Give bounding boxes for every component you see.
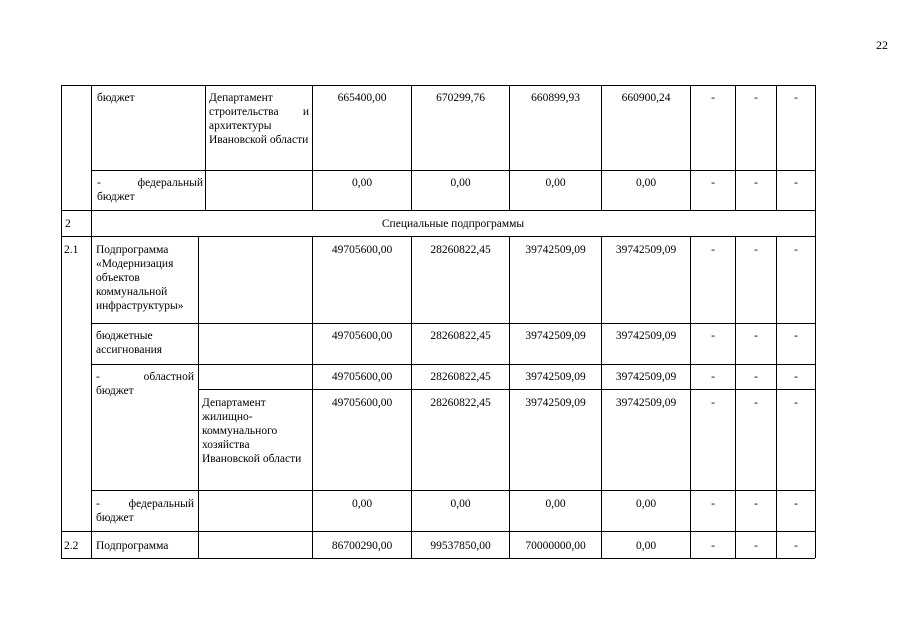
table-rule xyxy=(61,558,815,559)
table-cell: 0,00 xyxy=(351,498,373,510)
table-cell: 28260822,45 xyxy=(430,371,491,383)
row-label: Подпрограмма «Модернизация объектов коммунальной инфраструктуры» xyxy=(96,244,184,312)
table-rule xyxy=(61,85,62,558)
label-rest: бюджет xyxy=(96,512,134,524)
table-cell: 0,00 xyxy=(351,177,373,189)
table-cell: 39742509,09 xyxy=(525,244,586,256)
table-cell: 0,00 xyxy=(635,177,657,189)
table-rule xyxy=(91,170,815,171)
table-rule xyxy=(198,389,815,390)
table-rule xyxy=(91,323,815,324)
table-cell: 28260822,45 xyxy=(430,244,491,256)
table-cell: - xyxy=(794,244,798,256)
label-prefix: - xyxy=(96,371,100,383)
table-cell: 86700290,00 xyxy=(331,540,393,552)
table-cell: 49705600,00 xyxy=(331,330,393,342)
table-rule xyxy=(91,364,815,365)
table-cell: 665400,00 xyxy=(337,92,387,104)
table-cell: 0,00 xyxy=(545,177,566,189)
page-number: 22 xyxy=(876,38,888,52)
table-cell: 39742509,09 xyxy=(525,330,586,342)
table-rule xyxy=(61,531,815,532)
label-prefix: - xyxy=(97,177,101,189)
table-cell: - xyxy=(794,397,798,409)
table-cell: - xyxy=(794,92,798,104)
table-rule xyxy=(91,85,92,558)
label-rest: бюджет xyxy=(97,191,135,203)
table-cell: - xyxy=(711,397,715,409)
row-label xyxy=(97,176,203,204)
row-label-line xyxy=(96,497,194,511)
table-cell: - xyxy=(754,498,758,510)
table-cell: - xyxy=(754,177,758,189)
table-cell: 28260822,45 xyxy=(430,397,491,409)
table-cell: 49705600,00 xyxy=(331,397,393,409)
table-rule xyxy=(205,85,206,210)
table-cell: - xyxy=(754,397,758,409)
table-cell: - xyxy=(754,540,758,552)
row-label: бюджетные ассигнования xyxy=(96,330,163,356)
row-executor: Департамент жилищно-коммунального хозяйства Ивановской области xyxy=(202,397,302,465)
table-cell: - xyxy=(711,371,715,383)
table-cell: 0,00 xyxy=(635,498,657,510)
table-cell: - xyxy=(711,92,715,104)
table-cell: 39742509,09 xyxy=(615,244,677,256)
table-cell: 39742509,09 xyxy=(525,397,586,409)
label-rest: бюджет xyxy=(96,385,134,397)
table-cell: - xyxy=(754,330,758,342)
row-label: бюджет xyxy=(97,92,135,104)
table-cell: 0,00 xyxy=(450,177,471,189)
table-rule xyxy=(61,236,815,237)
row-label xyxy=(96,497,194,525)
label-prefix: - xyxy=(96,498,100,510)
table-cell: 39742509,09 xyxy=(615,330,677,342)
table-cell: 39742509,09 xyxy=(615,397,677,409)
table-cell: 0,00 xyxy=(635,540,657,552)
row-label-line xyxy=(97,176,203,190)
table-rule xyxy=(61,210,815,211)
table-cell: 0,00 xyxy=(545,498,566,510)
row-label xyxy=(96,370,194,398)
table-cell: - xyxy=(794,498,798,510)
table-rule xyxy=(198,236,199,558)
table-rule xyxy=(91,490,815,491)
label-word: областной xyxy=(143,371,194,383)
table-cell: - xyxy=(794,177,798,189)
table-cell: - xyxy=(754,371,758,383)
section-title: Специальные подпрограммы xyxy=(381,218,525,230)
row-number: 2.1 xyxy=(64,244,79,256)
table-cell: 70000000,00 xyxy=(525,540,586,552)
table-cell: 39742509,09 xyxy=(615,371,677,383)
table-cell: - xyxy=(794,330,798,342)
table-cell: 660899,93 xyxy=(531,92,580,104)
table-cell: - xyxy=(754,244,758,256)
label-word: федеральный xyxy=(137,177,203,189)
row-number: 2.2 xyxy=(64,540,79,552)
table-cell: - xyxy=(794,540,798,552)
table-cell: - xyxy=(711,244,715,256)
table-cell: 660900,24 xyxy=(621,92,671,104)
label-word: федеральный xyxy=(128,498,194,510)
table-rule xyxy=(61,85,815,86)
table-cell: 0,00 xyxy=(450,498,471,510)
table-cell: - xyxy=(711,177,715,189)
table-rule xyxy=(815,85,816,558)
table-cell: - xyxy=(711,540,715,552)
table-cell: 28260822,45 xyxy=(430,330,491,342)
table-cell: 49705600,00 xyxy=(331,371,393,383)
table-cell: - xyxy=(711,330,715,342)
table-cell: 39742509,09 xyxy=(525,371,586,383)
row-label: Подпрограмма xyxy=(96,540,169,552)
table-cell: 670299,76 xyxy=(436,92,485,104)
table-cell: - xyxy=(794,371,798,383)
section-number: 2 xyxy=(65,218,71,230)
table-cell: - xyxy=(754,92,758,104)
row-executor: Департамент строительства и архитектуры Ивановской области xyxy=(209,92,309,146)
table-cell: - xyxy=(711,498,715,510)
table-cell: 49705600,00 xyxy=(331,244,393,256)
table-cell: 99537850,00 xyxy=(430,540,491,552)
row-label-line xyxy=(96,370,194,384)
